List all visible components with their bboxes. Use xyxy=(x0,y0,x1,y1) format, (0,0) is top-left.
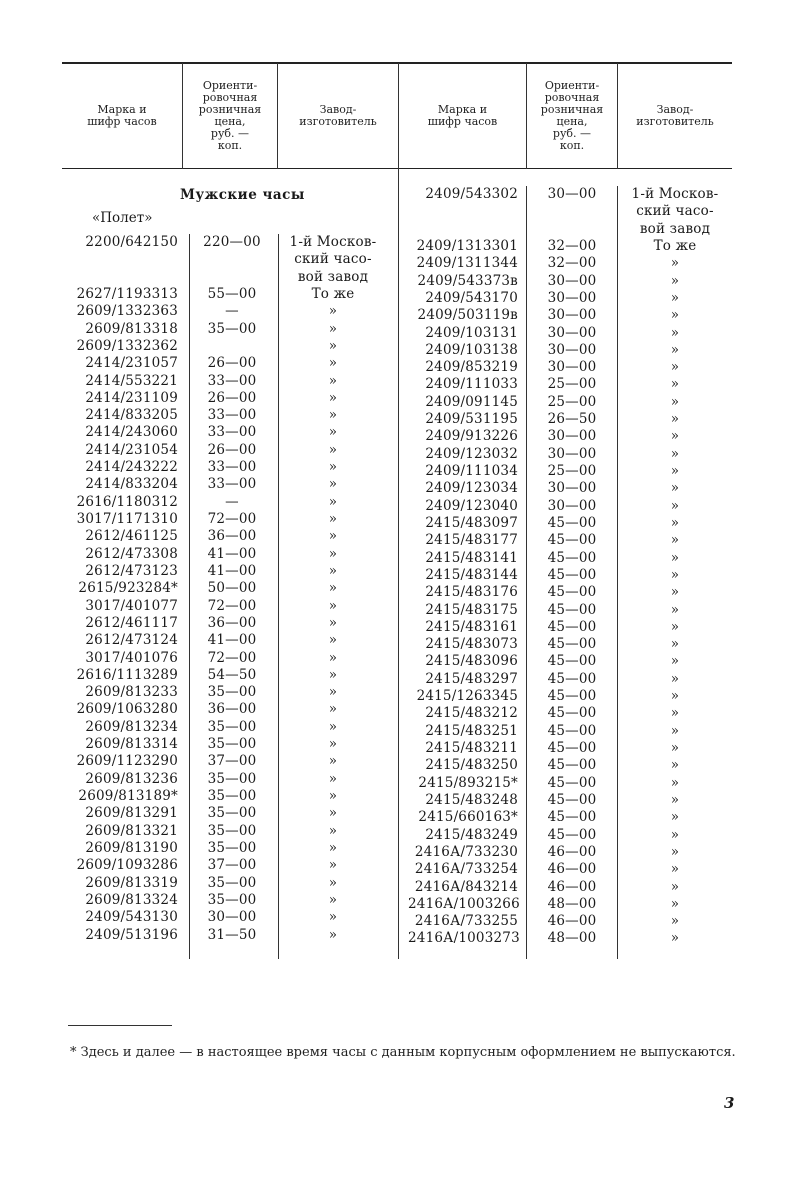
left-maker-cell: » xyxy=(328,753,338,770)
right-price-cell: 30—00 xyxy=(547,307,597,324)
left-maker-cell: 1-й Москов- xyxy=(289,234,377,250)
right-price-cell: 46—00 xyxy=(547,913,597,930)
left-price-cell: 26—00 xyxy=(207,441,257,458)
left-maker-cell: » xyxy=(328,736,338,753)
right-price-cell: 45—00 xyxy=(547,636,597,653)
left-price-cell: 35—00 xyxy=(207,788,257,804)
right-mark-cell: 2409/1313301 xyxy=(416,237,518,254)
right-price-cell: 30—00 xyxy=(547,428,597,445)
left-price-cell: 35—00 xyxy=(207,874,257,891)
col-separator xyxy=(617,186,618,959)
left-mark-cell: 2414/231054 xyxy=(85,441,178,458)
right-mark-cell: 2409/913226 xyxy=(425,428,518,445)
left-price-cell: 72—00 xyxy=(207,649,257,666)
left-mark-cell: 2414/231057 xyxy=(85,355,178,372)
left-maker-cell: » xyxy=(328,337,338,354)
left-price-cell: 26—00 xyxy=(207,355,257,372)
left-price-cell: 35—00 xyxy=(207,320,257,337)
header-price-left: Ориенти- ровочная розничная цена, руб. — коп. xyxy=(198,79,262,152)
right-maker-cell: » xyxy=(670,255,680,272)
right-mark-cell xyxy=(408,221,518,238)
left-maker-cell: » xyxy=(328,874,338,891)
right-mark-cell: 2416А/1003273 xyxy=(408,930,520,947)
right-maker-cell: » xyxy=(670,584,680,601)
right-maker-cell: » xyxy=(670,826,680,843)
right-mark-cell: 2409/123040 xyxy=(425,497,518,514)
right-maker-cell: » xyxy=(670,670,680,687)
right-price-cell: 45—00 xyxy=(547,740,597,756)
left-mark-cell: 2409/543130 xyxy=(85,909,178,926)
left-mark-cell: 2609/813318 xyxy=(85,320,178,337)
right-mark-cell: 2409/853219 xyxy=(425,359,518,376)
right-maker-cell: » xyxy=(670,289,680,306)
left-maker-cell: » xyxy=(328,389,338,406)
left-price-cell: 54—50 xyxy=(207,666,257,683)
right-price-cell: 45—00 xyxy=(547,774,597,791)
right-maker-cell: » xyxy=(670,514,680,531)
right-maker-cell: » xyxy=(670,861,680,878)
left-maker-cell: » xyxy=(328,857,338,874)
col-separator xyxy=(526,186,527,959)
left-price-cell: 35—00 xyxy=(207,718,257,735)
right-maker-cell: » xyxy=(670,774,680,791)
right-mark-cell: 2416А/1003266 xyxy=(408,895,520,912)
right-mark-cell: 2409/543302 xyxy=(425,186,518,202)
right-maker-cell: » xyxy=(670,566,680,583)
left-mark-cell: 2609/813189* xyxy=(78,788,178,804)
header-maker-right: Завод- изготовитель xyxy=(636,103,714,128)
left-maker-cell: вой завод xyxy=(297,268,369,285)
right-col-mark xyxy=(408,186,518,948)
right-maker-cell: » xyxy=(670,480,680,497)
right-maker-cell: » xyxy=(670,532,680,549)
right-price-cell: 48—00 xyxy=(547,895,597,912)
right-mark-cell: 2409/123032 xyxy=(425,445,518,462)
right-maker-cell: » xyxy=(670,428,680,445)
left-maker-cell: » xyxy=(328,476,338,493)
col-separator xyxy=(189,234,190,959)
left-price-cell: 33—00 xyxy=(207,407,257,424)
left-mark-cell: 2612/461125 xyxy=(85,528,178,545)
left-mark-cell: 2609/813314 xyxy=(85,736,178,753)
group-title: «Полет» xyxy=(92,210,153,226)
left-maker-cell: » xyxy=(328,511,338,527)
right-col-maker xyxy=(630,186,720,948)
right-maker-cell: » xyxy=(670,376,680,393)
right-maker-cell: » xyxy=(670,307,680,324)
right-mark-cell: 2409/503119в xyxy=(417,307,518,324)
left-mark-cell: 2612/473123 xyxy=(85,562,178,579)
left-mark-cell: 2609/813319 xyxy=(85,874,178,891)
page-number: 3 xyxy=(724,1094,735,1112)
right-col-price xyxy=(538,186,606,948)
right-maker-cell: » xyxy=(670,601,680,618)
right-maker-cell: » xyxy=(670,359,680,376)
left-maker-cell: » xyxy=(328,718,338,735)
right-price-cell: 25—00 xyxy=(547,393,597,410)
right-mark-cell: 2416А/733230 xyxy=(414,843,518,860)
right-maker-cell: » xyxy=(670,688,680,705)
left-price-cell xyxy=(198,338,266,355)
right-mark-cell: 2415/483251 xyxy=(425,722,518,739)
left-maker-cell: » xyxy=(328,770,338,787)
left-mark-cell: 2609/1332363 xyxy=(76,303,178,320)
right-price-cell: 45—00 xyxy=(547,705,597,722)
right-price-cell: 45—00 xyxy=(547,670,597,687)
right-maker-cell: » xyxy=(670,618,680,635)
left-col-mark xyxy=(68,234,178,944)
right-maker-cell: вой завод xyxy=(639,220,711,237)
left-price-cell: 55—00 xyxy=(207,285,257,302)
left-mark-cell: 3017/1171310 xyxy=(76,511,178,527)
left-maker-cell: » xyxy=(328,788,338,804)
table-top-rule xyxy=(62,62,732,64)
header-mark-left: Марка и шифр часов xyxy=(87,103,157,128)
left-mark-cell: 2616/1180312 xyxy=(76,493,178,510)
left-mark-cell: 2414/231109 xyxy=(85,389,178,406)
left-mark-cell: 2609/1332362 xyxy=(76,337,178,354)
left-price-cell: — xyxy=(225,303,239,320)
left-mark-cell: 2609/1123290 xyxy=(76,753,178,770)
right-price-cell: 25—00 xyxy=(547,376,597,393)
right-price-cell: 46—00 xyxy=(547,843,597,860)
left-price-cell: 72—00 xyxy=(207,597,257,614)
left-mark-cell: 2609/813324 xyxy=(85,891,178,908)
left-mark-cell: 2609/813190 xyxy=(85,839,178,856)
left-price-cell: 36—00 xyxy=(207,528,257,545)
left-maker-cell: » xyxy=(328,805,338,822)
right-mark-cell: 2415/483297 xyxy=(425,670,518,687)
left-mark-cell: 2616/1113289 xyxy=(76,666,178,683)
left-maker-cell: » xyxy=(328,528,338,545)
right-mark-cell: 2415/483212 xyxy=(425,705,518,722)
left-mark-cell: 2414/833204 xyxy=(85,476,178,493)
left-maker-cell: ский часо- xyxy=(294,251,372,268)
right-mark-cell: 2416А/843214 xyxy=(414,878,518,895)
left-price-cell: 35—00 xyxy=(207,684,257,701)
right-price-cell: 48—00 xyxy=(547,930,597,947)
left-maker-cell: » xyxy=(328,320,338,337)
left-price-cell: 35—00 xyxy=(207,891,257,908)
left-maker-cell: » xyxy=(328,822,338,839)
left-mark-cell: 2612/473124 xyxy=(85,632,178,649)
left-maker-cell: » xyxy=(328,424,338,441)
right-mark-cell: 2415/483176 xyxy=(425,584,518,601)
left-col-price xyxy=(198,234,266,944)
left-maker-cell: » xyxy=(328,597,338,614)
left-mark-cell: 2609/813236 xyxy=(85,770,178,787)
right-price-cell: 45—00 xyxy=(547,809,597,826)
left-price-cell: 36—00 xyxy=(207,701,257,718)
right-mark-cell: 2409/103138 xyxy=(425,341,518,358)
left-maker-cell: » xyxy=(328,891,338,908)
right-mark-cell: 2409/1311344 xyxy=(416,255,518,272)
left-price-cell: 33—00 xyxy=(207,459,257,476)
right-price-cell: 45—00 xyxy=(547,757,597,774)
right-mark-cell: 2415/483141 xyxy=(425,549,518,566)
right-price-cell: 45—00 xyxy=(547,584,597,601)
section-title: Мужские часы xyxy=(180,187,305,203)
right-price-cell: 45—00 xyxy=(547,532,597,549)
left-price-cell: 33—00 xyxy=(207,372,257,389)
left-maker-cell: » xyxy=(328,666,338,683)
right-maker-cell: » xyxy=(670,740,680,756)
right-maker-cell: » xyxy=(670,341,680,358)
left-maker-cell: » xyxy=(328,632,338,649)
right-mark-cell: 2416А/733254 xyxy=(414,861,518,878)
right-price-cell: 45—00 xyxy=(547,826,597,843)
right-price-cell: 30—00 xyxy=(547,497,597,514)
right-maker-cell: » xyxy=(670,324,680,341)
right-mark-cell: 2416А/733255 xyxy=(414,913,518,930)
right-mark-cell: 2415/483249 xyxy=(425,826,518,843)
left-maker-cell: » xyxy=(328,649,338,666)
left-price-cell: 37—00 xyxy=(207,753,257,770)
right-price-cell: 45—00 xyxy=(547,653,597,670)
left-mark-cell: 2609/1063280 xyxy=(76,701,178,718)
right-mark-cell: 2415/483161 xyxy=(425,618,518,635)
left-mark-cell: 2414/243222 xyxy=(85,459,178,476)
right-mark-cell: 2415/483175 xyxy=(425,601,518,618)
left-maker-cell: » xyxy=(328,684,338,701)
right-price-cell: 30—00 xyxy=(547,480,597,497)
left-maker-cell: » xyxy=(328,614,338,631)
right-mark-cell: 2409/091145 xyxy=(425,393,518,410)
left-price-cell: 30—00 xyxy=(207,909,257,926)
right-price-cell: 45—00 xyxy=(547,601,597,618)
right-maker-cell: » xyxy=(670,411,680,428)
left-price-cell: 35—00 xyxy=(207,736,257,753)
right-price-cell: 25—00 xyxy=(547,463,597,479)
left-maker-cell: » xyxy=(328,372,338,389)
left-maker-cell: » xyxy=(328,562,338,579)
right-price-cell: 45—00 xyxy=(547,722,597,739)
left-price-cell: 41—00 xyxy=(207,562,257,579)
left-mark-cell: 2414/833205 xyxy=(85,407,178,424)
right-maker-cell: » xyxy=(670,843,680,860)
right-maker-cell: » xyxy=(670,895,680,912)
left-price-cell: 35—00 xyxy=(207,805,257,822)
right-maker-cell: » xyxy=(670,636,680,653)
right-mark-cell: 2409/543170 xyxy=(425,289,518,306)
right-mark-cell: 2415/483248 xyxy=(425,791,518,808)
right-price-cell: 45—00 xyxy=(547,618,597,635)
right-maker-cell: » xyxy=(670,913,680,930)
left-maker-cell: » xyxy=(328,839,338,856)
right-maker-cell: » xyxy=(670,497,680,514)
left-maker-cell: » xyxy=(328,441,338,458)
left-mark-cell: 2409/513196 xyxy=(85,926,178,943)
col-separator xyxy=(278,234,279,959)
left-mark-cell: 2414/243060 xyxy=(85,424,178,441)
left-price-cell: 26—00 xyxy=(207,389,257,406)
left-maker-cell: » xyxy=(328,701,338,718)
right-maker-cell: » xyxy=(670,463,680,479)
left-price-cell: 72—00 xyxy=(207,511,257,527)
left-price-cell: 35—00 xyxy=(207,822,257,839)
right-maker-cell: » xyxy=(670,878,680,895)
right-maker-cell: » xyxy=(670,393,680,410)
right-mark-cell: 2415/660163* xyxy=(418,809,518,826)
right-price-cell: 46—00 xyxy=(547,878,597,895)
right-price-cell: 30—00 xyxy=(547,341,597,358)
right-mark-cell: 2415/483096 xyxy=(425,653,518,670)
right-maker-cell: ский часо- xyxy=(636,203,714,220)
left-price-cell xyxy=(198,269,266,286)
right-mark-cell: 2415/1263345 xyxy=(416,688,518,705)
left-mark-cell xyxy=(68,251,178,268)
right-maker-cell: » xyxy=(670,705,680,722)
left-mark-cell: 2609/1093286 xyxy=(76,857,178,874)
right-maker-cell: » xyxy=(670,722,680,739)
right-maker-cell: » xyxy=(670,930,680,947)
left-price-cell: — xyxy=(225,493,239,510)
right-mark-cell: 2415/893215* xyxy=(418,774,518,791)
left-maker-cell: » xyxy=(328,459,338,476)
right-mark-cell: 2415/483211 xyxy=(425,740,518,756)
right-price-cell: 45—00 xyxy=(547,688,597,705)
right-maker-cell: » xyxy=(670,653,680,670)
left-price-cell: 33—00 xyxy=(207,424,257,441)
left-maker-cell: » xyxy=(328,926,338,943)
right-price-cell: 30—00 xyxy=(547,324,597,341)
left-maker-cell: » xyxy=(328,493,338,510)
left-col-maker xyxy=(288,234,378,944)
right-price-cell: 45—00 xyxy=(547,566,597,583)
left-mark-cell: 2627/1193313 xyxy=(76,285,178,302)
right-mark-cell xyxy=(408,203,518,220)
right-mark-cell: 2409/111034 xyxy=(425,463,518,479)
col-separator xyxy=(398,63,399,959)
left-price-cell xyxy=(198,251,266,268)
right-price-cell: 30—00 xyxy=(547,289,597,306)
left-maker-cell: » xyxy=(328,545,338,562)
right-price-cell: 30—00 xyxy=(547,186,597,202)
right-maker-cell: То же xyxy=(653,237,697,254)
right-mark-cell: 2415/483250 xyxy=(425,757,518,774)
header-maker-left: Завод- изготовитель xyxy=(299,103,377,128)
header-mark-right: Марка и шифр часов xyxy=(427,103,498,128)
right-price-cell: 45—00 xyxy=(547,791,597,808)
right-mark-cell: 2409/123034 xyxy=(425,480,518,497)
left-mark-cell xyxy=(68,269,178,286)
left-mark-cell: 2612/461117 xyxy=(85,614,178,631)
right-price-cell: 46—00 xyxy=(547,861,597,878)
left-price-cell: 36—00 xyxy=(207,614,257,631)
left-maker-cell: » xyxy=(328,355,338,372)
footnote-rule xyxy=(68,1025,172,1026)
left-mark-cell: 2609/813321 xyxy=(85,822,178,839)
left-maker-cell: » xyxy=(328,909,338,926)
right-mark-cell: 2409/111033 xyxy=(425,376,518,393)
right-price-cell: 32—00 xyxy=(547,255,597,272)
left-price-cell: 35—00 xyxy=(207,770,257,787)
left-price-cell: 41—00 xyxy=(207,632,257,649)
left-maker-cell: То же xyxy=(311,285,355,302)
left-mark-cell: 2609/813291 xyxy=(85,805,178,822)
right-maker-cell: » xyxy=(670,809,680,826)
left-price-cell: 31—50 xyxy=(207,926,257,943)
right-mark-cell: 2415/483097 xyxy=(425,514,518,531)
right-price-cell xyxy=(538,221,606,238)
left-mark-cell: 2615/923284* xyxy=(78,580,178,597)
right-price-cell: 30—00 xyxy=(547,272,597,289)
right-mark-cell: 2409/543373в xyxy=(417,272,518,289)
left-price-cell: 35—00 xyxy=(207,839,257,856)
right-price-cell: 32—00 xyxy=(547,237,597,254)
right-price-cell: 45—00 xyxy=(547,549,597,566)
right-mark-cell: 2409/531195 xyxy=(425,411,518,428)
right-price-cell: 26—50 xyxy=(547,411,597,428)
left-price-cell: 33—00 xyxy=(207,476,257,493)
right-maker-cell: » xyxy=(670,272,680,289)
right-mark-cell: 2409/103131 xyxy=(425,324,518,341)
table-header-rule xyxy=(62,168,732,169)
left-maker-cell: » xyxy=(328,407,338,424)
right-price-cell: 45—00 xyxy=(547,514,597,531)
left-mark-cell: 2200/642150 xyxy=(85,234,178,250)
left-mark-cell: 3017/401076 xyxy=(85,649,178,666)
left-mark-cell: 2609/813233 xyxy=(85,684,178,701)
right-maker-cell: » xyxy=(670,445,680,462)
left-price-cell: 37—00 xyxy=(207,857,257,874)
left-mark-cell: 2612/473308 xyxy=(85,545,178,562)
left-mark-cell: 2414/553221 xyxy=(85,372,178,389)
right-maker-cell: » xyxy=(670,757,680,774)
right-maker-cell: » xyxy=(670,791,680,808)
right-mark-cell: 2415/483177 xyxy=(425,532,518,549)
right-maker-cell: » xyxy=(670,549,680,566)
left-mark-cell: 3017/401077 xyxy=(85,597,178,614)
left-maker-cell: » xyxy=(328,580,338,597)
right-price-cell: 30—00 xyxy=(547,359,597,376)
header-price-right: Ориенти- ровочная розничная цена, руб. — коп. xyxy=(540,79,604,152)
left-price-cell: 220—00 xyxy=(203,234,261,250)
right-price-cell: 30—00 xyxy=(547,445,597,462)
left-mark-cell: 2609/813234 xyxy=(85,718,178,735)
left-price-cell: 50—00 xyxy=(207,580,257,597)
left-price-cell: 41—00 xyxy=(207,545,257,562)
right-mark-cell: 2415/483144 xyxy=(425,566,518,583)
left-maker-cell: » xyxy=(328,303,338,320)
right-maker-cell: 1-й Москов- xyxy=(631,186,719,202)
right-mark-cell: 2415/483073 xyxy=(425,636,518,653)
right-price-cell xyxy=(538,203,606,220)
footnote: * Здесь и далее — в настоящее время часы с данным корпусным оформлением не выпускаются. xyxy=(70,1045,736,1060)
